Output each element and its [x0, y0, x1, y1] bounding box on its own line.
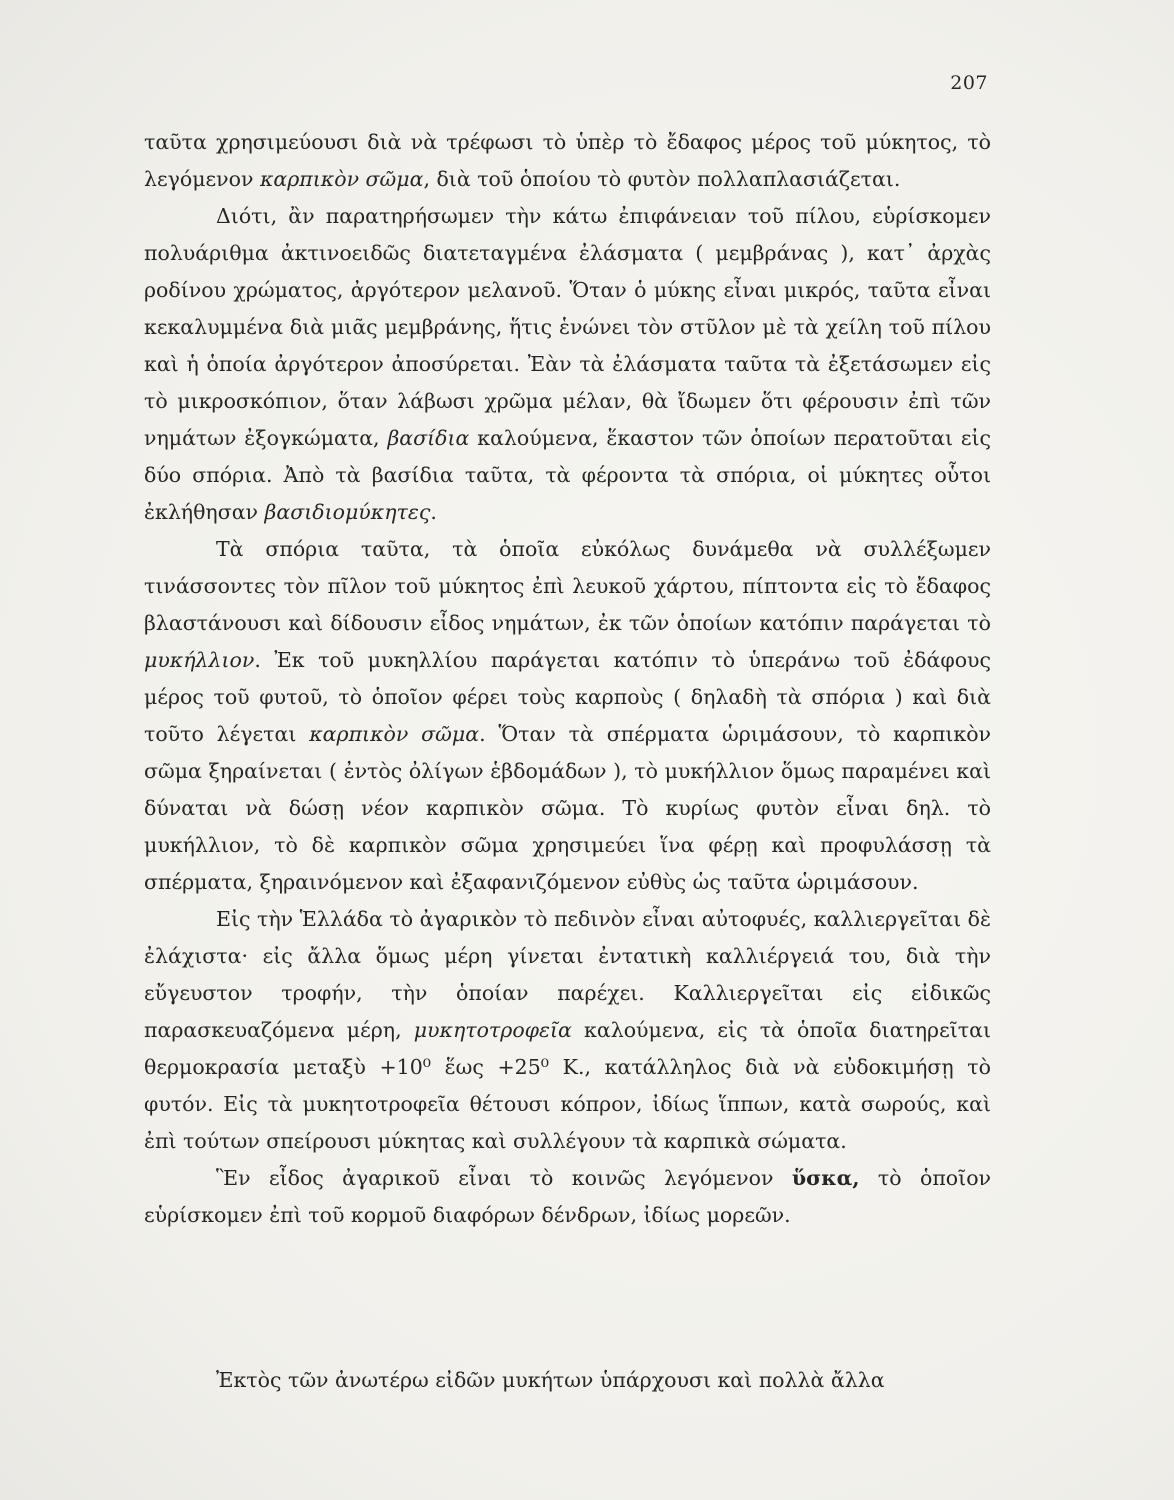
text-run: καλούμενα, ἕκαστον τῶν ὁποίων περατοῦται εἰς δύο σπόρια. Ἀπὸ τὰ βασίδια ταῦτα, τὰ φέροντα τὰ σπόρια, οἱ μύκητες οὗτοι ἐκλήθησαν	[144, 426, 991, 524]
term-basidia: βασίδια	[387, 426, 470, 450]
text-run: ταῦτα χρησιμεύουσι διὰ νὰ τρέφωσι τὸ ὑπὲρ τὸ ἔδαφος μέρος τοῦ μύκητος, τὸ λεγόμενον	[144, 130, 991, 191]
paragraph-4	[144, 901, 991, 1160]
page-number: 207	[950, 72, 988, 94]
text-run: . Ὅταν τὰ σπέρματα ὡριμάσουν, τὸ καρπικὸν σῶμα ξηραίνεται ( ἐντὸς ὀλίγων ἑβδομάδων ), τὸ μυκήλλιον ὅμως παραμένει καὶ δύναται νὰ δώσῃ νέον καρπικὸν σῶμα. Τὸ κυρίως φυτὸν εἶναι δηλ. τὸ μυκήλλιον, τὸ δὲ καρπικὸν σῶμα χρησιμεύει ἵνα φέρῃ καὶ προφυλάσσῃ τὰ σπέρματα, ξηραινόμενον καὶ ἐξαφανιζόμενον εὐθὺς ὡς ταῦτα ὡριμάσουν.	[144, 722, 991, 894]
text-run: Ἓν εἶδος ἀγαρικοῦ εἶναι τὸ κοινῶς λεγόμενον	[216, 1166, 792, 1190]
text-run: Διότι, ἂν παρατηρήσωμεν τὴν κάτω ἐπιφάνειαν τοῦ πίλου, εὑρίσκομεν πολυάριθμα ἀκτινοειδῶς διατεταγμένα ἐλάσματα ( μεμβράνας ), κατ᾽ ἀρχὰς ροδίνου χρώματος, ἀργότερον μελανοῦ. Ὅταν ὁ μύκης εἶναι μικρός, ταῦτα εἶναι κεκαλυμμένα διὰ μιᾶς μεμβράνης, ἥτις ἑνώνει τὸν στῦλον μὲ τὰ χείλη τοῦ πίλου καὶ ἡ ὁποία ἀργότερον ἀποσύρεται. Ἐὰν τὰ ἐλάσματα ταῦτα τὰ ἐξετάσωμεν εἰς τὸ μικροσκόπιον, ὅταν λάβωσι χρῶμα μέλαν, θὰ ἴδωμεν ὅτι φέρουσιν ἐπὶ τῶν νημάτων ἐξογκώματα,	[144, 204, 991, 450]
term-yska: ὕσκα,	[791, 1166, 860, 1190]
term-mykitotrofeia: μυκητοτροφεῖα	[413, 1018, 572, 1042]
text-run: Εἰς τὴν Ἑλλάδα τὸ ἀγαρικὸν τὸ πεδινὸν εἶναι αὐτοφυές, καλλιεργεῖται δὲ ἐλάχιστα· εἰς ἄλλα ὅμως μέρη γίνεται ἐντατικὴ καλλιέργειά του, διὰ τὴν εὔγευστον τροφήν, τὴν ὁποίαν παρέχει. Καλλιεργεῖται εἰς εἰδικῶς παρασκευαζόμενα μέρη,	[144, 907, 991, 1042]
text-run: τὸ ὁποῖον εὑρίσκομεν ἐπὶ τοῦ κορμοῦ διαφόρων δένδρων, ἰδίως μορεῶν.	[144, 1166, 991, 1227]
text-run: καλούμενα, εἰς τὰ ὁποῖα διατηρεῖται θερμοκρασία μεταξὺ +10⁰ ἕως +25⁰ Κ., κατάλληλος διὰ νὰ εὐδοκιμήσῃ τὸ φυτόν. Εἰς τὰ μυκητοτροφεῖα θέτουσι κόπρον, ἰδίως ἵππων, κατὰ σωρούς, καὶ ἐπὶ τούτων σπείρουσι μύκητας καὶ συλλέγουν τὰ καρπικὰ σώματα.	[144, 1018, 991, 1153]
text-run: Τὰ σπόρια ταῦτα, τὰ ὁποῖα εὐκόλως δυνάμεθα νὰ συλλέξωμεν τινάσσοντες τὸν πῖλον τοῦ μύκητος ἐπὶ λευκοῦ χάρτου, πίπτοντα εἰς τὸ ἔδαφος βλαστάνουσι καὶ δίδουσιν εἶδος νημάτων, ἐκ τῶν ὁποίων κατόπιν παράγεται τὸ	[144, 537, 991, 635]
term-mykillion: μυκήλλιον	[144, 648, 255, 672]
term-basidiomykites: βασιδιομύκητες	[264, 500, 431, 524]
paragraph-6-first-line: Ἐκτὸς τῶν ἀνωτέρω εἰδῶν μυκήτων ὑπάρχουσι καὶ πολλὰ ἄλλα	[216, 1368, 885, 1392]
body-text	[144, 124, 991, 1234]
paragraph-2	[144, 198, 991, 531]
paragraph-1	[144, 124, 991, 198]
text-run: . Ἐκ τοῦ μυκηλλίου παράγεται κατόπιν τὸ ὑπεράνω τοῦ ἐδάφους μέρος τοῦ φυτοῦ, τὸ ὁποῖον φέρει τοὺς καρποὺς ( δηλαδὴ τὰ σπόρια ) καὶ διὰ τοῦτο λέγεται	[144, 648, 991, 746]
term-karpikon-soma: καρπικὸν σῶμα	[259, 167, 424, 191]
text-run: .	[430, 500, 437, 524]
paragraph-3	[144, 531, 991, 901]
paragraph-5	[144, 1160, 991, 1234]
term-karpikon-soma: καρπικὸν σῶμα	[309, 722, 480, 746]
text-run: , διὰ τοῦ ὁποίου τὸ φυτὸν πολλαπλασιάζεται.	[423, 167, 901, 191]
